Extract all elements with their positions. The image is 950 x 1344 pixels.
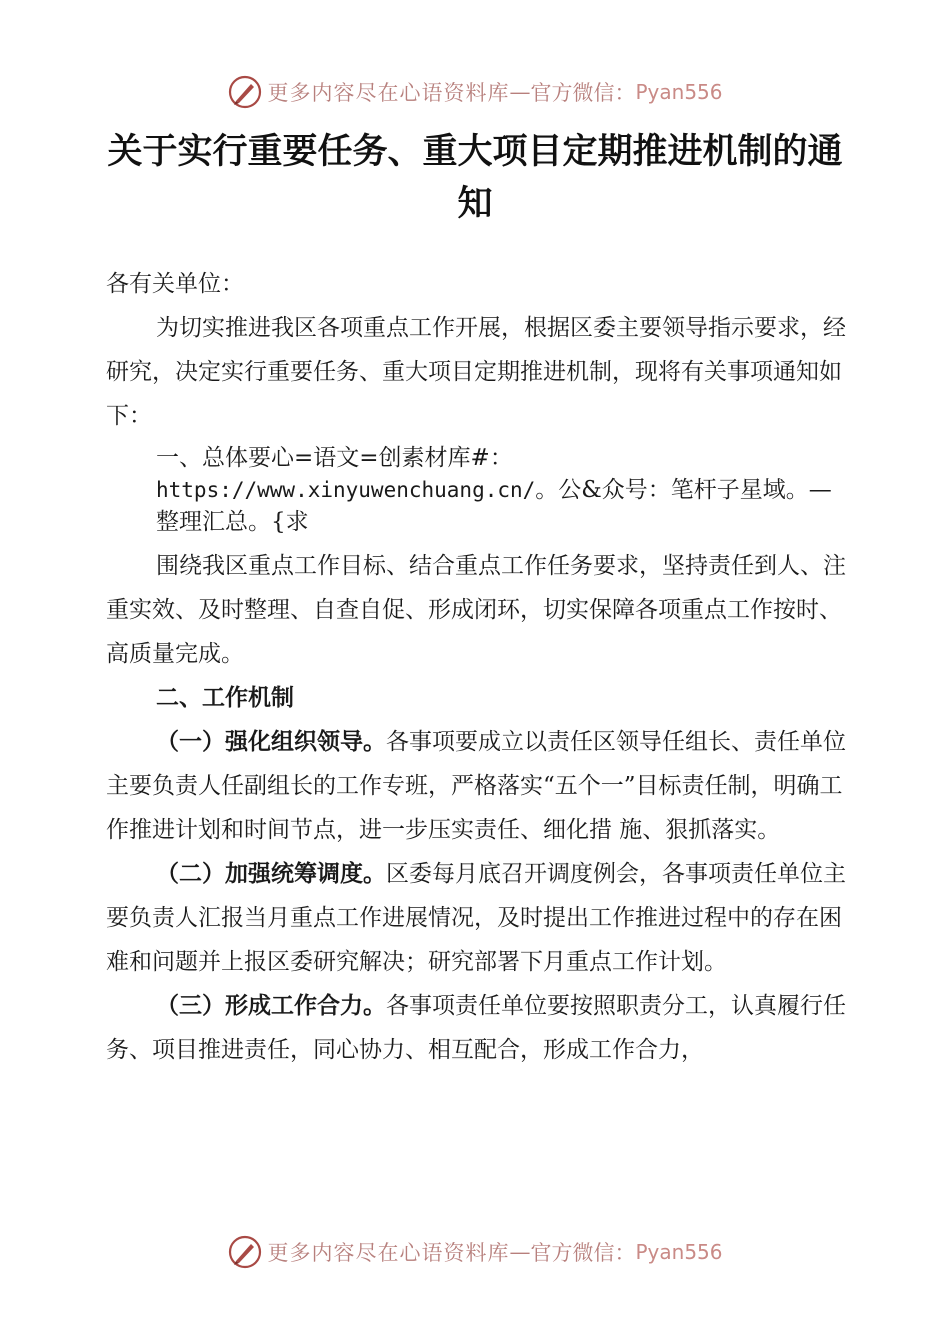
section1-body: 围绕我区重点工作目标、结合重点工作任务要求，坚持责任到人、注重实效、及时整理、自查自促、形成闭环，切实保障各项重点工作按时、高质量完成。 xyxy=(106,553,846,667)
watermark-wechat-label: 官方微信： xyxy=(530,1241,636,1265)
watermark-banner-top xyxy=(0,72,950,112)
salutation: 各有关单位： xyxy=(106,271,244,297)
section2-item-1 xyxy=(106,720,846,852)
watermark-banner-bottom xyxy=(0,1232,950,1272)
section1-heading xyxy=(106,442,846,538)
section1-heading-prefix: 一、总体要心=语文=创素材库#： xyxy=(156,445,513,471)
watermark-dash: — xyxy=(509,80,531,104)
section1-heading-url: https://www.xinyuwenchuang.cn/ xyxy=(156,478,536,502)
item-lead: （三）形成工作合力。 xyxy=(156,992,386,1019)
watermark-text: 更多内容尽在心语资料库 xyxy=(267,81,510,105)
section2-item-2 xyxy=(106,852,846,984)
document-body xyxy=(106,262,846,1072)
watermark-wechat-id: Pyan556 xyxy=(635,80,723,104)
item-lead: （二）加强统筹调度。 xyxy=(156,860,386,887)
watermark-wechat-id: Pyan556 xyxy=(635,1240,723,1264)
watermark-dash: — xyxy=(509,1240,531,1264)
item-text: 各事项要成立以责任区领导任组长、责任单位主要负责人任副组长的工作专班，严格落实“五个一”目标责任制，明确工作推进计划和时间节点，进一步压实责任、细化措 施、狠抓落实。 xyxy=(106,729,846,843)
watermark-wechat-label: 官方微信： xyxy=(530,81,636,105)
section2-item-3 xyxy=(106,984,846,1072)
item-lead: （一）强化组织领导。 xyxy=(156,728,386,755)
pen-circle-icon xyxy=(227,1234,263,1270)
watermark-text: 更多内容尽在心语资料库 xyxy=(267,1241,510,1265)
pen-circle-icon xyxy=(227,74,263,110)
item-text: 区委每月底召开调度例会，各事项责任单位主要负责人汇报当月重点工作进展情况，及时提出工作推进过程中的存在困难和问题并上报区委研究解决；研究部署下月重点工作计划。 xyxy=(106,861,846,975)
section1-heading-suffix: 。公&众号：笔杆子星域。—整理汇总。{求 xyxy=(156,477,832,535)
section2-heading: 二、工作机制 xyxy=(156,684,294,711)
item-text: 各事项责任单位要按照职责分工，认真履行任务、项目推进责任，同心协力、相互配合，形成工作合力， xyxy=(106,993,846,1063)
document-title: 关于实行重要任务、重大项目定期推进机制的通知 xyxy=(107,131,843,224)
intro-paragraph: 为切实推进我区各项重点工作开展，根据区委主要领导指示要求，经研究，决定实行重要任务、重大项目定期推进机制，现将有关事项通知如下： xyxy=(106,315,846,429)
